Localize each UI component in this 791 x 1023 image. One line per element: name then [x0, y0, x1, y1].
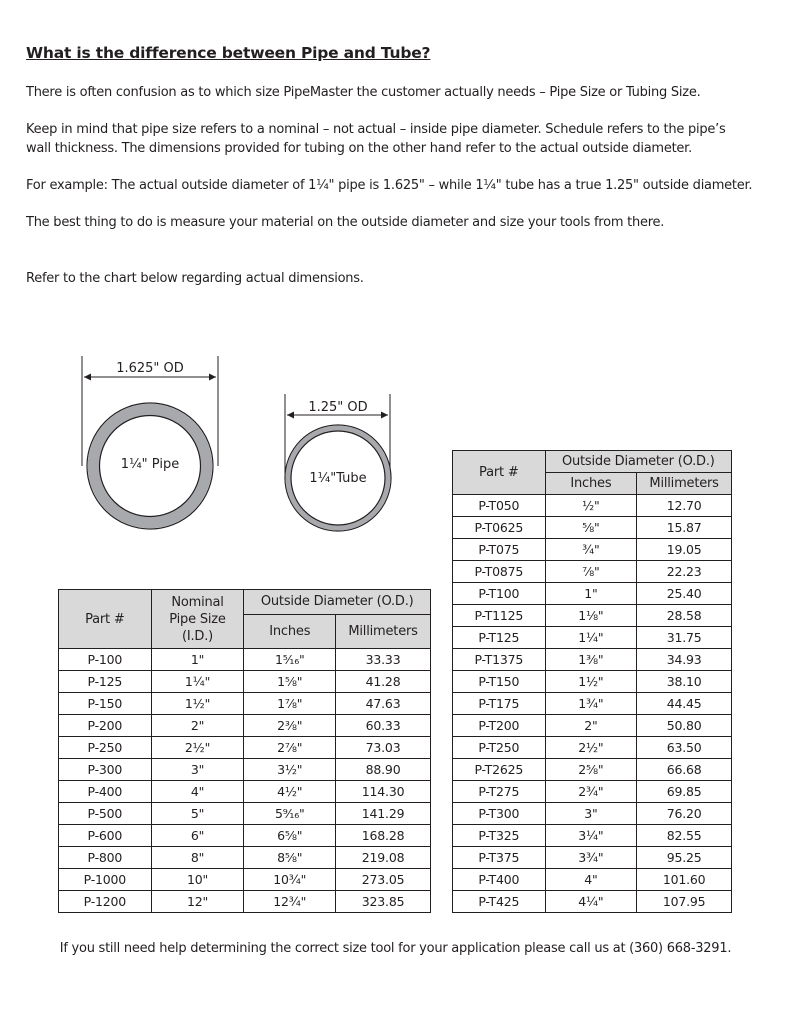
- cell-part-number: P-T200: [453, 715, 546, 737]
- cell-od-mm: 47.63: [336, 693, 431, 715]
- cell-od-mm: 38.10: [637, 671, 732, 693]
- cell-od-mm: 107.95: [637, 891, 732, 913]
- pipe-col-header-nominal-line1: Nominal: [171, 594, 224, 610]
- cell-od-mm: 219.08: [336, 847, 431, 869]
- cell-od-mm: 31.75: [637, 627, 732, 649]
- table-row: [453, 869, 732, 891]
- table-row: [59, 715, 431, 737]
- tube-col-header-mm: Millimeters: [637, 473, 732, 495]
- table-row: [59, 825, 431, 847]
- cell-part-number: P-T125: [453, 627, 546, 649]
- cell-part-number: P-800: [59, 847, 152, 869]
- cell-part-number: P-T250: [453, 737, 546, 759]
- cell-nominal-size: 1½": [151, 693, 244, 715]
- cell-part-number: P-500: [59, 803, 152, 825]
- cell-nominal-size: 8": [151, 847, 244, 869]
- cell-od-mm: 114.30: [336, 781, 431, 803]
- table-row: [453, 737, 732, 759]
- cell-nominal-size: 12": [151, 891, 244, 913]
- cell-od-mm: 34.93: [637, 649, 732, 671]
- table-row: [453, 605, 732, 627]
- cell-od-mm: 101.60: [637, 869, 732, 891]
- tube-col-header-od: Outside Diameter (O.D.): [545, 451, 731, 473]
- table-row: [59, 693, 431, 715]
- cell-od-mm: 168.28: [336, 825, 431, 847]
- cell-part-number: P-T0875: [453, 561, 546, 583]
- cell-part-number: P-1000: [59, 869, 152, 891]
- cell-part-number: P-250: [59, 737, 152, 759]
- cell-od-inches: 1⁵⁄₁₆": [244, 649, 336, 671]
- cell-od-mm: 73.03: [336, 737, 431, 759]
- cell-od-inches: ¾": [545, 539, 637, 561]
- cell-od-inches: 1⅞": [244, 693, 336, 715]
- cell-nominal-size: 5": [151, 803, 244, 825]
- cell-part-number: P-T1375: [453, 649, 546, 671]
- cell-od-inches: 3¾": [545, 847, 637, 869]
- contact-footer: If you still need help determining the correct size tool for your application please call us at (360) 668-3291.: [59, 941, 732, 956]
- cell-od-mm: 60.33: [336, 715, 431, 737]
- cell-od-inches: 2⅜": [244, 715, 336, 737]
- tube-od-label: 1.25" OD: [308, 400, 368, 415]
- cell-od-mm: 12.70: [637, 495, 732, 517]
- cell-part-number: P-T1125: [453, 605, 546, 627]
- cell-od-inches: 1⅛": [545, 605, 637, 627]
- cell-od-inches: 1": [545, 583, 637, 605]
- cell-od-inches: 2⅝": [545, 759, 637, 781]
- cell-part-number: P-T400: [453, 869, 546, 891]
- cell-od-inches: 2⅞": [244, 737, 336, 759]
- cell-od-inches: 1½": [545, 671, 637, 693]
- table-row: [453, 891, 732, 913]
- cell-nominal-size: 1": [151, 649, 244, 671]
- cell-od-inches: 1⅜": [545, 649, 637, 671]
- cell-od-mm: 22.23: [637, 561, 732, 583]
- cell-od-mm: 88.90: [336, 759, 431, 781]
- cell-od-inches: 2½": [545, 737, 637, 759]
- pipe-size-table: [58, 589, 431, 913]
- cell-part-number: P-T150: [453, 671, 546, 693]
- cell-nominal-size: 10": [151, 869, 244, 891]
- cell-od-inches: 2": [545, 715, 637, 737]
- cell-od-inches: 4½": [244, 781, 336, 803]
- cell-part-number: P-200: [59, 715, 152, 737]
- table-row: [453, 781, 732, 803]
- cell-nominal-size: 6": [151, 825, 244, 847]
- cell-part-number: P-T175: [453, 693, 546, 715]
- example-paragraph: For example: The actual outside diameter of 1¼" pipe is 1.625" – while 1¼" tube has a true 1.25" outside diameter.: [26, 178, 753, 193]
- page-title: What is the difference between Pipe and Tube?: [26, 44, 431, 62]
- table-row: [453, 693, 732, 715]
- cell-od-inches: ⅞": [545, 561, 637, 583]
- pipe-col-header-nominal: [151, 590, 244, 649]
- cell-od-mm: 141.29: [336, 803, 431, 825]
- cell-od-inches: 3½": [244, 759, 336, 781]
- cell-nominal-size: 2": [151, 715, 244, 737]
- table-row: [59, 671, 431, 693]
- cell-part-number: P-T2625: [453, 759, 546, 781]
- pipe-col-header-mm: Millimeters: [336, 615, 431, 649]
- cell-od-mm: 323.85: [336, 891, 431, 913]
- cell-od-mm: 95.25: [637, 847, 732, 869]
- pipe-size-paragraph-line2: wall thickness. The dimensions provided for tubing on the other hand refer to the actual outside diameter.: [26, 141, 692, 156]
- pipe-size-paragraph-line1: Keep in mind that pipe size refers to a nominal – not actual – inside pipe diameter. Schedule refers to the pipe’s: [26, 122, 726, 137]
- table-row: [453, 847, 732, 869]
- cell-od-mm: 33.33: [336, 649, 431, 671]
- cell-part-number: P-125: [59, 671, 152, 693]
- cell-part-number: P-T300: [453, 803, 546, 825]
- cell-od-mm: 69.85: [637, 781, 732, 803]
- table-row: [59, 737, 431, 759]
- cell-od-mm: 76.20: [637, 803, 732, 825]
- table-row: [59, 847, 431, 869]
- cell-part-number: P-T275: [453, 781, 546, 803]
- table-row: [453, 671, 732, 693]
- cell-part-number: P-T325: [453, 825, 546, 847]
- tube-name-label: 1¼"Tube: [309, 471, 367, 486]
- table-row: [59, 759, 431, 781]
- cell-od-inches: ⅝": [545, 517, 637, 539]
- cell-od-inches: 1¼": [545, 627, 637, 649]
- cell-part-number: P-100: [59, 649, 152, 671]
- cell-od-mm: 19.05: [637, 539, 732, 561]
- cell-od-inches: 5⁹⁄₁₆": [244, 803, 336, 825]
- table-row: [453, 649, 732, 671]
- cell-od-mm: 50.80: [637, 715, 732, 737]
- table-row: [59, 803, 431, 825]
- refer-paragraph: Refer to the chart below regarding actual dimensions.: [26, 271, 364, 286]
- pipe-col-header-od: Outside Diameter (O.D.): [244, 590, 431, 615]
- table-row: [59, 649, 431, 671]
- cell-part-number: P-150: [59, 693, 152, 715]
- cell-od-mm: 63.50: [637, 737, 732, 759]
- cell-od-inches: 10¾": [244, 869, 336, 891]
- pipe-col-header-nominal-line3: (I.D.): [181, 628, 214, 644]
- cell-nominal-size: 4": [151, 781, 244, 803]
- cell-od-inches: 3": [545, 803, 637, 825]
- table-row: [453, 715, 732, 737]
- table-row: [59, 781, 431, 803]
- cell-nominal-size: 1¼": [151, 671, 244, 693]
- cell-part-number: P-T050: [453, 495, 546, 517]
- cell-part-number: P-T0625: [453, 517, 546, 539]
- measure-paragraph: The best thing to do is measure your material on the outside diameter and size your tools from there.: [26, 215, 665, 230]
- cell-part-number: P-1200: [59, 891, 152, 913]
- tube-size-table: [452, 450, 732, 913]
- cell-od-mm: 44.45: [637, 693, 732, 715]
- cell-od-inches: ½": [545, 495, 637, 517]
- tube-col-header-part: Part #: [453, 451, 546, 495]
- pipe-name-label: 1¼" Pipe: [120, 457, 180, 472]
- pipe-col-header-nominal-line2: Pipe Size: [169, 611, 226, 627]
- cell-part-number: P-T375: [453, 847, 546, 869]
- tube-col-header-inches: Inches: [545, 473, 637, 495]
- table-row: [453, 517, 732, 539]
- cell-od-mm: 28.58: [637, 605, 732, 627]
- cell-part-number: P-T075: [453, 539, 546, 561]
- table-row: [59, 891, 431, 913]
- table-row: [453, 583, 732, 605]
- pipe-col-header-inches: Inches: [244, 615, 336, 649]
- cell-od-mm: 273.05: [336, 869, 431, 891]
- cell-part-number: P-T100: [453, 583, 546, 605]
- table-row: [59, 869, 431, 891]
- cell-od-inches: 3¼": [545, 825, 637, 847]
- table-row: [453, 627, 732, 649]
- cell-part-number: P-400: [59, 781, 152, 803]
- cell-od-inches: 1¾": [545, 693, 637, 715]
- cell-od-inches: 2¾": [545, 781, 637, 803]
- cell-od-mm: 66.68: [637, 759, 732, 781]
- cell-od-inches: 4¼": [545, 891, 637, 913]
- cell-od-inches: 4": [545, 869, 637, 891]
- table-row: [453, 825, 732, 847]
- cell-od-mm: 25.40: [637, 583, 732, 605]
- table-row: [453, 539, 732, 561]
- cell-od-inches: 6⅝": [244, 825, 336, 847]
- cell-part-number: P-T425: [453, 891, 546, 913]
- table-row: [453, 561, 732, 583]
- cell-part-number: P-300: [59, 759, 152, 781]
- cell-od-mm: 82.55: [637, 825, 732, 847]
- table-row: [453, 495, 732, 517]
- table-row: [453, 759, 732, 781]
- cell-od-mm: 15.87: [637, 517, 732, 539]
- cell-od-inches: 12¾": [244, 891, 336, 913]
- table-row: [453, 803, 732, 825]
- cell-nominal-size: 3": [151, 759, 244, 781]
- cell-od-mm: 41.28: [336, 671, 431, 693]
- intro-paragraph: There is often confusion as to which size PipeMaster the customer actually needs – Pipe Size or Tubing Size.: [26, 85, 701, 100]
- cell-od-inches: 1⅝": [244, 671, 336, 693]
- cell-nominal-size: 2½": [151, 737, 244, 759]
- pipe-col-header-part: Part #: [59, 590, 152, 649]
- cell-od-inches: 8⅝": [244, 847, 336, 869]
- pipe-od-label: 1.625" OD: [116, 361, 184, 376]
- cell-part-number: P-600: [59, 825, 152, 847]
